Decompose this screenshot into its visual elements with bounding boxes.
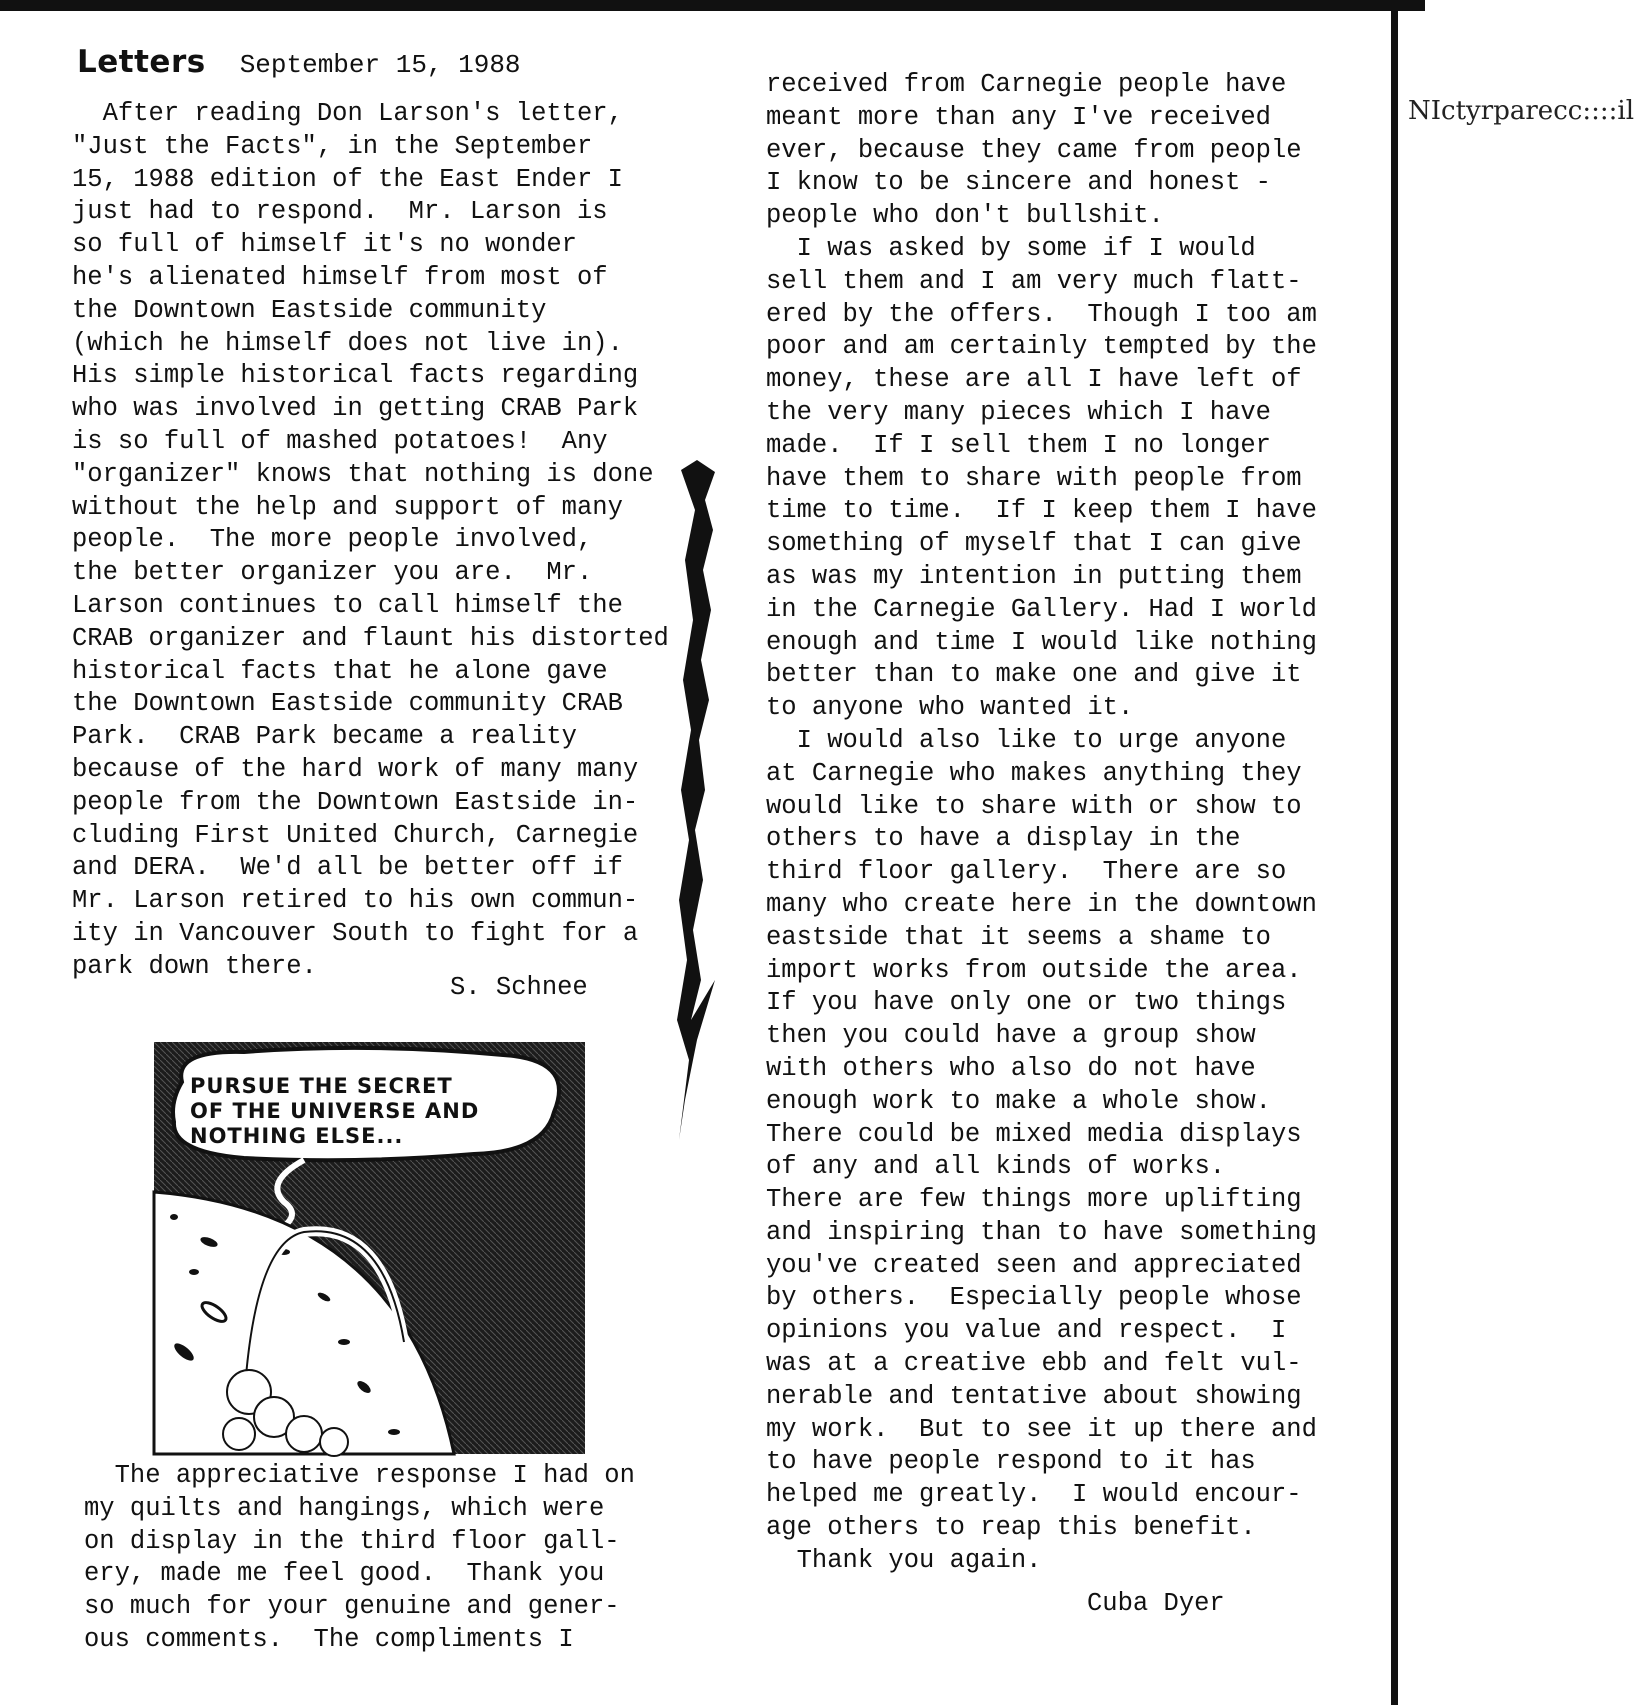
text-line: with others who also do not have bbox=[766, 1053, 1256, 1083]
speech-bubble-line: NOTHING ELSE... bbox=[190, 1124, 404, 1148]
issue-date: September 15, 1988 bbox=[239, 50, 521, 80]
text-line: nerable and tentative about showing bbox=[766, 1381, 1302, 1411]
edge-fragment: p bbox=[1493, 96, 1510, 126]
text-line: received from Carnegie people have bbox=[766, 70, 1287, 99]
text-line: my quilts and hangings, which were bbox=[84, 1493, 605, 1523]
edge-fragment: t bbox=[1455, 96, 1467, 126]
edge-fragment: I bbox=[1430, 96, 1442, 126]
text-line: His simple historical facts regarding bbox=[72, 361, 639, 391]
letter-one-signature: S. Schnee bbox=[450, 973, 588, 1002]
text-line: Park. CRAB Park became a reality bbox=[72, 722, 577, 752]
text-line: Larson continues to call himself the bbox=[72, 590, 623, 620]
text-line: ery, made me feel good. Thank you bbox=[84, 1559, 605, 1589]
text-line: without the help and support of many bbox=[72, 492, 623, 522]
text-line: to anyone who wanted it. bbox=[766, 693, 1134, 723]
page-heading bbox=[77, 44, 521, 80]
text-line: historical facts that he alone gave bbox=[72, 656, 608, 686]
text-line: age others to reap this benefit. bbox=[766, 1513, 1256, 1543]
text-line: of any and all kinds of works. bbox=[766, 1152, 1226, 1182]
text-line: helped me greatly. I would encour- bbox=[766, 1480, 1302, 1510]
text-line: I know to be sincere and honest - bbox=[766, 168, 1271, 198]
text-line: many who create here in the downtown bbox=[766, 889, 1317, 919]
edge-fragment: : bbox=[1599, 96, 1609, 126]
text-line: and DERA. We'd all be better off if bbox=[72, 853, 623, 883]
text-line: so much for your genuine and gener- bbox=[84, 1592, 620, 1622]
edge-fragment: : bbox=[1591, 96, 1600, 126]
text-line: to have people respond to it has bbox=[766, 1447, 1256, 1477]
text-line: ous comments. The compliments I bbox=[84, 1624, 574, 1654]
text-line: Mr. Larson retired to his own commun- bbox=[72, 886, 639, 916]
edge-fragment: c bbox=[1567, 96, 1583, 126]
text-line: the Downtown Eastside community bbox=[72, 295, 547, 325]
edge-fragment: i bbox=[1617, 96, 1626, 126]
text-line: because of the hard work of many many bbox=[72, 754, 639, 784]
section-title: Letters bbox=[77, 44, 206, 80]
text-line: have them to share with people from bbox=[766, 463, 1302, 493]
text-line: money, these are all I have left of bbox=[766, 365, 1302, 395]
edge-fragment: e bbox=[1537, 96, 1554, 126]
text-line: sell them and I am very much flatt- bbox=[766, 266, 1302, 296]
text-line: 15, 1988 edition of the East Ender I bbox=[72, 164, 623, 194]
speech-bubble-line: OF THE UNIVERSE AND bbox=[190, 1099, 480, 1123]
text-line: third floor gallery. There are so bbox=[766, 857, 1287, 887]
text-line: poor and am certainly tempted by the bbox=[766, 332, 1317, 362]
text-line: "organizer" knows that nothing is done bbox=[72, 459, 654, 489]
text-line: people from the Downtown Eastside in- bbox=[72, 787, 639, 817]
torn-paper-divider bbox=[675, 460, 735, 1140]
text-line: and inspiring than to have something bbox=[766, 1217, 1317, 1247]
adjacent-page-edge-fragments bbox=[1408, 95, 1634, 128]
text-line: import works from outside the area. bbox=[766, 955, 1302, 985]
text-line: in the Carnegie Gallery. Had I world bbox=[766, 594, 1317, 624]
text-line: others to have a display in the bbox=[766, 824, 1241, 854]
text-line: would like to share with or show to bbox=[766, 791, 1302, 821]
text-line: made. If I sell them I no longer bbox=[766, 430, 1271, 460]
text-line: ered by the offers. Though I too am bbox=[766, 299, 1317, 329]
edge-fragment: r bbox=[1480, 96, 1494, 126]
text-line: my work. But to see it up there and bbox=[766, 1414, 1317, 1444]
text-line: by others. Especially people whose bbox=[766, 1283, 1302, 1313]
edge-fragment: a bbox=[1509, 96, 1526, 126]
text-line: the better organizer you are. Mr. bbox=[72, 558, 593, 588]
text-line: opinions you value and respect. I bbox=[766, 1316, 1287, 1346]
text-line: as was my intention in putting them bbox=[766, 561, 1302, 591]
text-line: "Just the Facts", in the September bbox=[72, 131, 593, 161]
text-line: the very many pieces which I have bbox=[766, 397, 1271, 427]
edge-fragment: N bbox=[1408, 96, 1431, 126]
right-border-rule bbox=[1391, 0, 1398, 1705]
text-line: so full of himself it's no wonder bbox=[72, 230, 577, 260]
edge-fragment: c bbox=[1553, 96, 1568, 126]
speech-bubble-text bbox=[190, 1074, 550, 1149]
text-line: ever, because they came from people bbox=[766, 135, 1302, 165]
text-line: (which he himself does not live in). bbox=[72, 328, 623, 358]
text-line: the Downtown Eastside community CRAB bbox=[72, 689, 623, 719]
letter-one-body bbox=[72, 98, 669, 984]
edge-fragment: y bbox=[1466, 96, 1481, 126]
text-line: I would also like to urge anyone bbox=[766, 725, 1287, 755]
text-line: The appreciative response I had on bbox=[84, 1461, 635, 1490]
text-line: Thank you again. bbox=[766, 1545, 1042, 1575]
text-line: If you have only one or two things bbox=[766, 988, 1287, 1018]
text-line: enough and time I would like nothing bbox=[766, 627, 1317, 657]
text-line: meant more than any I've received bbox=[766, 102, 1271, 132]
letter-two-intro bbox=[84, 1460, 635, 1657]
letter-two-body bbox=[766, 69, 1317, 1578]
text-line: time to time. If I keep them I have bbox=[766, 496, 1317, 526]
edge-fragment: : bbox=[1608, 96, 1618, 126]
text-line: is so full of mashed potatoes! Any bbox=[72, 426, 608, 456]
text-line: people. The more people involved, bbox=[72, 525, 593, 555]
text-line: was at a creative ebb and felt vul- bbox=[766, 1349, 1302, 1379]
edge-fragment: : bbox=[1582, 96, 1592, 126]
speech-bubble-line: PURSUE THE SECRET bbox=[190, 1074, 453, 1098]
text-line: people who don't bullshit. bbox=[766, 201, 1164, 231]
edge-fragment: r bbox=[1525, 96, 1538, 126]
text-line: eastside that it seems a shame to bbox=[766, 922, 1271, 952]
text-line: something of myself that I can give bbox=[766, 529, 1302, 559]
top-border-rule bbox=[0, 0, 1425, 11]
text-line: park down there. bbox=[72, 951, 317, 981]
text-line: on display in the third floor gall- bbox=[84, 1526, 620, 1556]
text-line: he's alienated himself from most of bbox=[72, 262, 608, 292]
edge-fragment: c bbox=[1441, 96, 1456, 126]
text-line: CRAB organizer and flaunt his distorted bbox=[72, 623, 669, 653]
text-line: There are few things more uplifting bbox=[766, 1185, 1302, 1215]
text-line: cluding First United Church, Carnegie bbox=[72, 820, 639, 850]
text-line: then you could have a group show bbox=[766, 1021, 1256, 1051]
text-line: ity in Vancouver South to fight for a bbox=[72, 918, 639, 948]
text-line: just had to respond. Mr. Larson is bbox=[72, 197, 608, 227]
text-line: I was asked by some if I would bbox=[766, 233, 1256, 263]
text-line: enough work to make a whole show. bbox=[766, 1086, 1271, 1116]
text-line: better than to make one and give it bbox=[766, 660, 1302, 690]
text-line: There could be mixed media displays bbox=[766, 1119, 1302, 1149]
letter-two-signature: Cuba Dyer bbox=[1087, 1589, 1225, 1618]
edge-fragment: l bbox=[1625, 96, 1634, 126]
torn-edge-shape bbox=[677, 460, 715, 1140]
text-line: at Carnegie who makes anything they bbox=[766, 758, 1302, 788]
text-line: you've created seen and appreciated bbox=[766, 1250, 1302, 1280]
text-line: who was involved in getting CRAB Park bbox=[72, 394, 639, 424]
text-line: After reading Don Larson's letter, bbox=[72, 99, 623, 128]
